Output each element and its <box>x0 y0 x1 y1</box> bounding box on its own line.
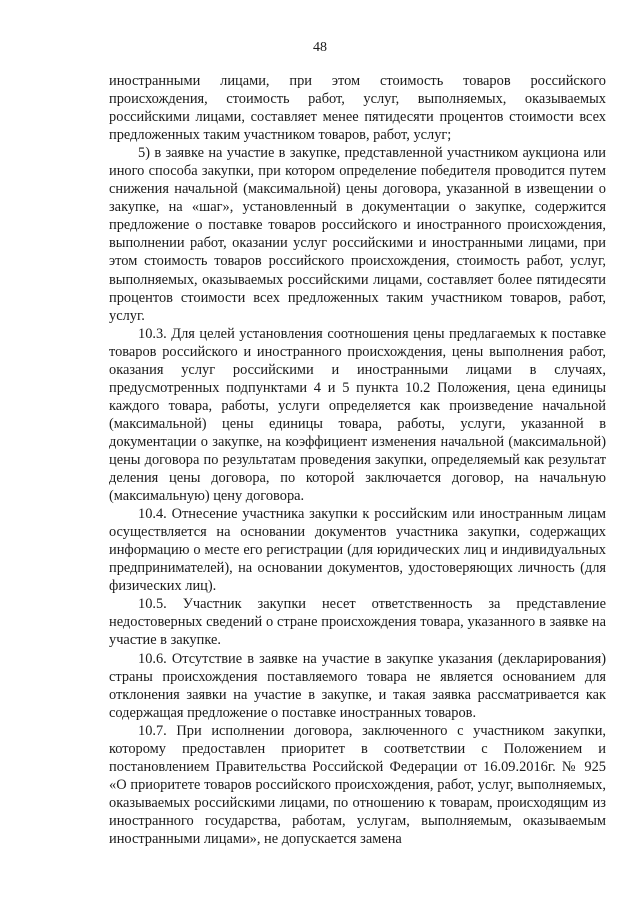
paragraph-clause-10-7: 10.7. При исполнении договора, заключенного с участником закупки, которому предоставлен приоритет в соответствии с Положением и постановлением Правительства Российской Федерации от 16.09.2016г. № 925 «О приоритете товаров российского происхождения, работ, услуг, выполняемых, оказываемых российскими лицами, по отношению к товарам, происходящим из иностранного государства, работам, услугам, выполняемым, оказываемым иностранными лицами», не допускается замена <box>109 722 606 847</box>
page-number: 48 <box>313 40 327 55</box>
paragraph-clause-10-3: 10.3. Для целей установления соотношения цены предлагаемых к поставке товаров российского и иностранного происхождения, цены выполнения работ, оказания услуг российскими и иностранными лицами в случаях, предусмотренных подпунктами 4 и 5 пункта 10.2 Положения, цена единицы каждого товара, работы, услуги определяется как произведение начальной (максимальной) цены единицы товара, работы, услуги, указанной в документации о закупке, на коэффициент изменения начальной (максимальной) цены договора по результатам проведения закупки, определяемый как результат деления цены договора, по которой заключается договор, на начальную (максимальную) цену договора. <box>109 325 606 505</box>
paragraph-clause-10-4: 10.4. Отнесение участника закупки к российским или иностранным лицам осуществляется на основании документов участника закупки, содержащих информацию о месте его регистрации (для юридических лиц и индивидуальных предпринимателей), на основании документов, удостоверяющих личность (для физических лиц). <box>109 506 606 595</box>
document-body <box>109 72 606 848</box>
paragraph-item-5: 5) в заявке на участие в закупке, представленной участником аукциона или иного способа закупки, при котором определение победителя проводится путем снижения начальной (максимальной) цены договора, указанной в извещении о закупке, на «шаг», установленный в документации о закупке, содержится предложение о поставке товаров российского и иностранного происхождения, выполнении работ, оказании услуг российскими и иностранными лицами, при этом стоимость товаров российского происхождения, стоимость работ, услуг, выполняемых, оказываемых российскими лицами, составляет более пятидесяти процентов стоимости всех предложенных таким участником товаров, работ, услуг. <box>109 145 606 324</box>
paragraph-clause-10-5: 10.5. Участник закупки несет ответственность за представление недостоверных сведений о стране происхождения товара, указанного в заявке на участие в закупке. <box>109 596 606 649</box>
paragraph-continuation: иностранными лицами, при этом стоимость товаров российского происхождения, стоимость работ, услуг, выполняемых, оказываемых российскими лицами, составляет менее пятидесяти процентов стоимости всех предложенных таким участником товаров, работ, услуг; <box>109 73 606 144</box>
paragraph-clause-10-6: 10.6. Отсутствие в заявке на участие в закупке указания (декларирования) страны происхождения поставляемого товара не является основанием для отклонения заявки на участие в закупке, и такая заявка рассматривается как содержащая предложение о поставке иностранных товаров. <box>109 650 606 721</box>
